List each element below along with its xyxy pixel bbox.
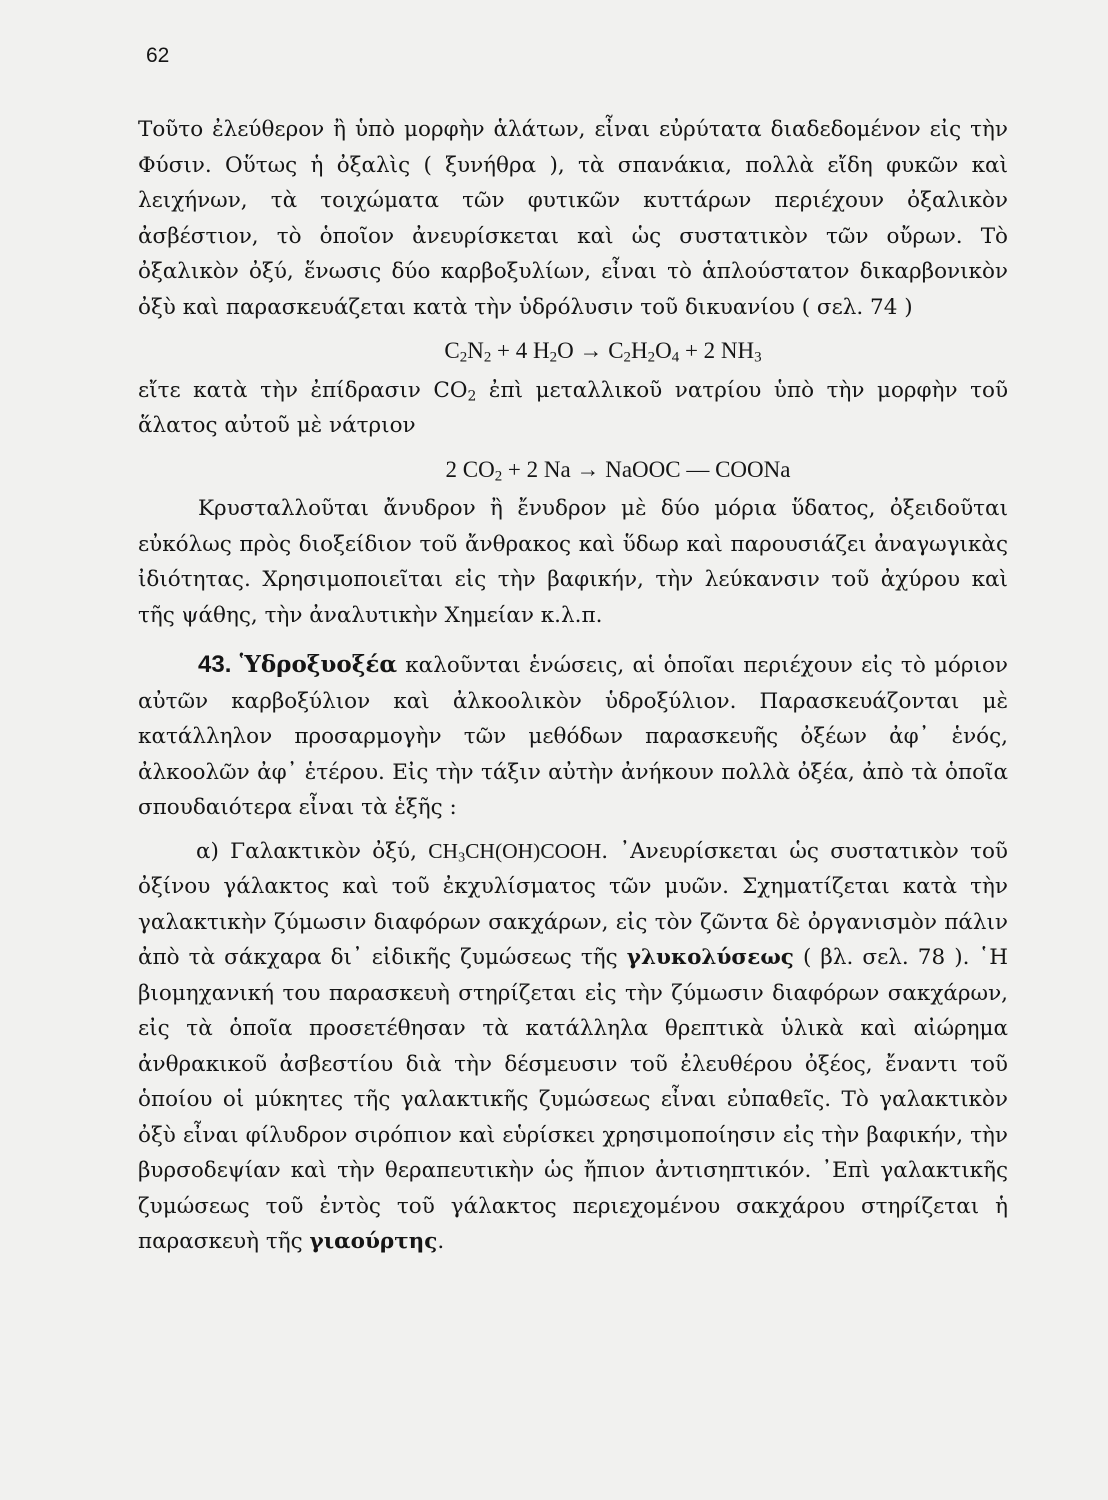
term-yogurt: γιαούρτης [309,1229,438,1254]
body-text [138,112,1008,1260]
page-number: 62 [146,44,170,67]
section-43-intro: 43. Ὑδροξυοξέα καλοῦνται ἑνώσεις, αἱ ὁποῖαι περιέχουν εἰς τὸ μόριον αὐτῶν καρβοξύλιον καὶ ἀλκοολικὸν ὑδροξύλιον. Παρασκευάζονται μὲ κατάλληλον προσαρμογὴν τῶν μεθόδων παρασκευῆς ὀξέων ἀφ᾽ ἑνός, ἀλκοολῶν ἀφ᾽ ἑτέρου. Εἰς τὴν τάξιν αὐτὴν ἀνήκουν πολλὰ ὀξέα, ἀπὸ τὰ ὁποῖα σπουδαιότερα εἶναι τὰ ἑξῆς : [138,651,1008,820]
section-number: 43. [198,651,232,678]
term-glycolysis: γλυκολύσεως [626,945,794,970]
paragraph-oxalic-occurrence: Τοῦτο ἐλεύθερον ἢ ὑπὸ μορφὴν ἁλάτων, εἶναι εὐρύτατα διαδεδομένον εἰς τὴν Φύσιν. Οὕτως ἡ ὀξαλὶς ( ξυνήθρα ), τὰ σπανάκια, πολλὰ εἴδη φυκῶν καὶ λειχήνων, τὰ τοιχώματα τῶν φυτικῶν κυττάρων περιέχουν ὀξαλικὸν ἀσβέστιον, τὸ ὁποῖον ἀνευρίσκεται καὶ ὡς συστατικὸν τῶν οὔρων. Τὸ ὀξαλικὸν ὀξύ, ἕνωσις δύο καρβοξυλίων, εἶναι τὸ ἁπλούστατον δικαρβονικὸν ὀξὺ καὶ παρασκευάζεται κατὰ τὴν ὑδρόλυσιν τοῦ δικυανίου ( σελ. 74 ) [138,117,1008,320]
equation-cyanogen-hydrolysis: $C_2N_2 + 4$ $H_2O \to C_2H_2O_4 + 2$ $NH_3$ [444,338,762,366]
lactic-acid-formula: $CH_3CH(OH)COOH$ [428,838,602,865]
paragraph-oxalic-properties: Κρυσταλλοῦται ἄνυδρον ἢ ἔνυδρον μὲ δύο μόρια ὕδατος, ὀξειδοῦται εὐκόλως πρὸς διοξείδιον τοῦ ἄνθρακος καὶ ὕδωρ καὶ παρουσιάζει ἀναγωγικὰς ἰδιότητας. Χρησιμοποιεῖται εἰς τὴν βαφικήν, τὴν λεύκανσιν τοῦ ἀχύρου καὶ τῆς ψάθης, τὴν ἀναλυτικὴν Χημείαν κ.λ.π. [138,496,1008,628]
item-lactic-acid: α) Γαλακτικὸν ὀξύ, $CH_3CH(OH)COOH$. ᾽Ανευρίσκεται ὡς συστατικὸν τοῦ ὀξίνου γάλακτος καὶ τοῦ ἐκχυλίσματος τῶν μυῶν. Σχηματίζεται κατὰ τὴν γαλακτικὴν ζύμωσιν διαφόρων σακχάρων, εἰς τὸν ζῶντα δὲ ὀργανισμὸν πάλιν ἀπὸ τὰ σάκχαρα δι᾽ εἰδικῆς ζυμώσεως τῆς γλυκολύσεως ( βλ. σελ. 78 ). ῾Η βιομηχανική του παρασκευὴ στηρίζεται εἰς τὴν ζύμωσιν διαφόρων σακχάρων, εἰς τὰ ὁποῖα προσετέθησαν τὰ κατάλληλα θρεπτικὰ ὑλικὰ καὶ αἰώρημα ἀνθρακικοῦ ἀσβεστίου διὰ τὴν δέσμευσιν τοῦ ἐλευθέρου ὀξέος, ἔναντι τοῦ ὁποίου οἱ μύκητες τῆς γαλακτικῆς ζυμώσεως εἶναι εὐπαθεῖς. Τὸ γαλακτικὸν ὀξὺ εἶναι φίλυδρον σιρόπιον καὶ εὑρίσκει χρησιμοποίησιν εἰς τὴν βαφικήν, τὴν βυρσοδεψίαν καὶ τὴν θεραπευτικὴν ὡς ἤπιον ἀντισηπτικόν. ᾽Επὶ γαλακτικῆς ζυμώσεως τοῦ ἐντὸς τοῦ γάλακτος περιεχομένου σακχάρου στηρίζεται ἡ παρασκευὴ τῆς γιαούρτης. [138,838,1009,1254]
paragraph-co2-sodium: εἴτε κατὰ τὴν ἐπίδρασιν $CO_2$ ἐπὶ μεταλλικοῦ νατρίου ὑπὸ τὴν μορφὴν τοῦ ἅλατος αὐτοῦ μὲ νάτριον [138,377,1009,438]
equation-sodium-oxalate: 2 $CO_2 + 2$ Na → NaOOC — COONa [445,456,791,485]
section-title: Ὑδροξυοξέα [239,651,398,678]
